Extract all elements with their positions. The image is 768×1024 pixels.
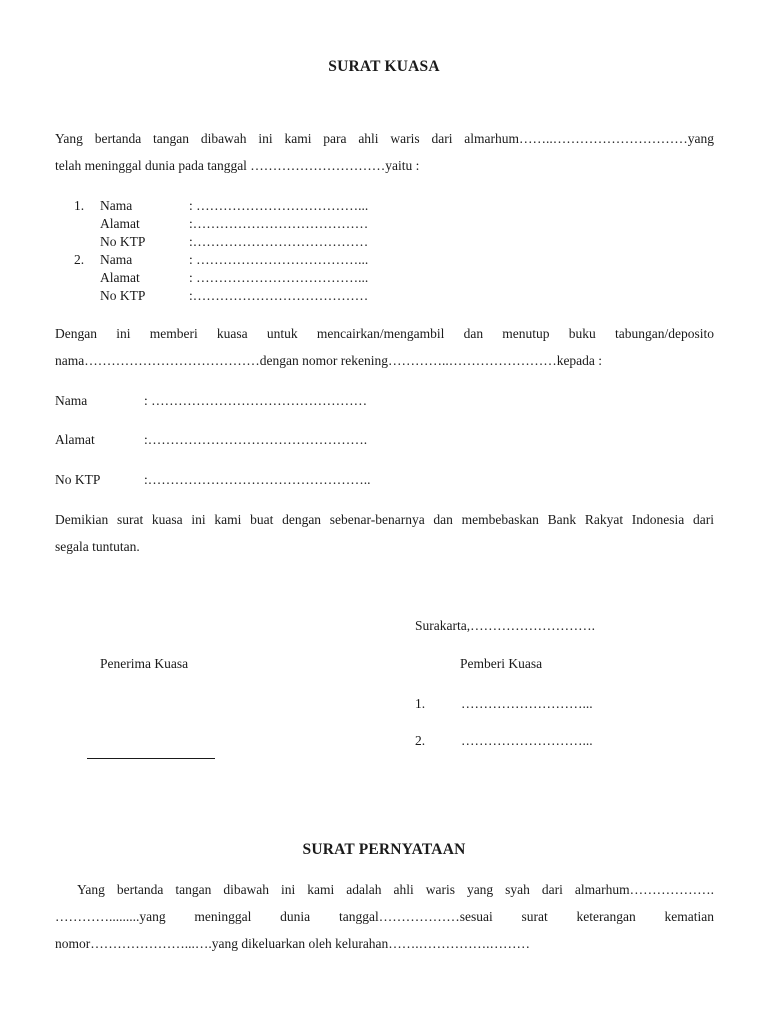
heir-label: Alamat (100, 270, 140, 285)
intro-line-1: Yang bertanda tangan dibawah ini kami para ahli waris dari almarhum……..…………………………yang (55, 131, 714, 146)
heir-label: Nama (100, 252, 133, 267)
surat-kuasa-title: SURAT KUASA (328, 58, 440, 75)
giver-number: 1. (415, 696, 426, 711)
heir-label: Nama (100, 198, 133, 213)
giver-signature-line: ………………………... (461, 696, 593, 711)
heir-row (74, 215, 474, 233)
heir-list (74, 197, 474, 305)
surat-pernyataan-title: SURAT PERNYATAAN (302, 841, 466, 858)
heir-row (74, 287, 474, 305)
recipient-address-value: :…………………………………………. (144, 432, 368, 447)
heir-row (74, 233, 474, 251)
giver-signature-line: ………………………... (461, 733, 593, 748)
intro-paragraph (55, 125, 714, 179)
giver-label: Pemberi Kuasa (460, 656, 543, 671)
pernyataan-line-1: Yang bertanda tangan dibawah ini kami adalah ahli waris yang syah dari almarhum………………. (77, 882, 714, 897)
heir-value: : ………………………………... (189, 252, 369, 267)
heir-label: No KTP (100, 234, 146, 249)
heir-value: :………………………………… (189, 234, 369, 249)
heir-value: :………………………………… (189, 288, 369, 303)
pernyataan-line-2: ………….........yang meninggal dunia tanggal………………sesuai surat keterangan kematian (55, 909, 714, 924)
closing-line-1: Demikian surat kuasa ini kami buat dengan sebenar-benarnya dan membebaskan Bank Rakyat Indonesia dari (55, 512, 714, 527)
recipient-address-label: Alamat (55, 432, 95, 447)
heir-row (74, 197, 474, 215)
heir-value: :………………………………… (189, 216, 369, 231)
recipient-name-label: Nama (55, 393, 88, 408)
recipient-ktp-label: No KTP (55, 472, 101, 487)
closing-paragraph (55, 506, 714, 560)
grant-line-1: Dengan ini memberi kuasa untuk mencairkan/mengambil dan menutup buku tabungan/deposito (55, 326, 714, 341)
grant-paragraph (55, 320, 714, 374)
grant-line-2: nama…………………………………dengan nomor rekening…………..……………………kepada : (55, 353, 603, 368)
intro-line-2: telah meninggal dunia pada tanggal …………………………yaitu : (55, 158, 420, 173)
heir-number: 2. (74, 252, 85, 267)
pernyataan-line-3: nomor…………………...….yang dikeluarkan oleh kelurahan…….…………….……… (55, 936, 531, 951)
giver-number: 2. (415, 733, 426, 748)
recipient-name-value: : ………………………………………… (144, 393, 368, 408)
heir-value: : ………………………………... (189, 270, 369, 285)
receiver-label: Penerima Kuasa (100, 656, 189, 671)
closing-line-2: segala tuntutan. (55, 539, 140, 554)
heir-label: Alamat (100, 216, 140, 231)
heir-row (74, 251, 474, 269)
place-date: Surakarta,………………………. (415, 618, 595, 633)
receiver-signature-line (87, 758, 215, 759)
recipient-ktp-value: :………………………………………….. (144, 472, 371, 487)
heir-row (74, 269, 474, 287)
pernyataan-paragraph (55, 876, 714, 957)
heir-label: No KTP (100, 288, 146, 303)
heir-number: 1. (74, 198, 85, 213)
heir-value: : ………………………………... (189, 198, 369, 213)
